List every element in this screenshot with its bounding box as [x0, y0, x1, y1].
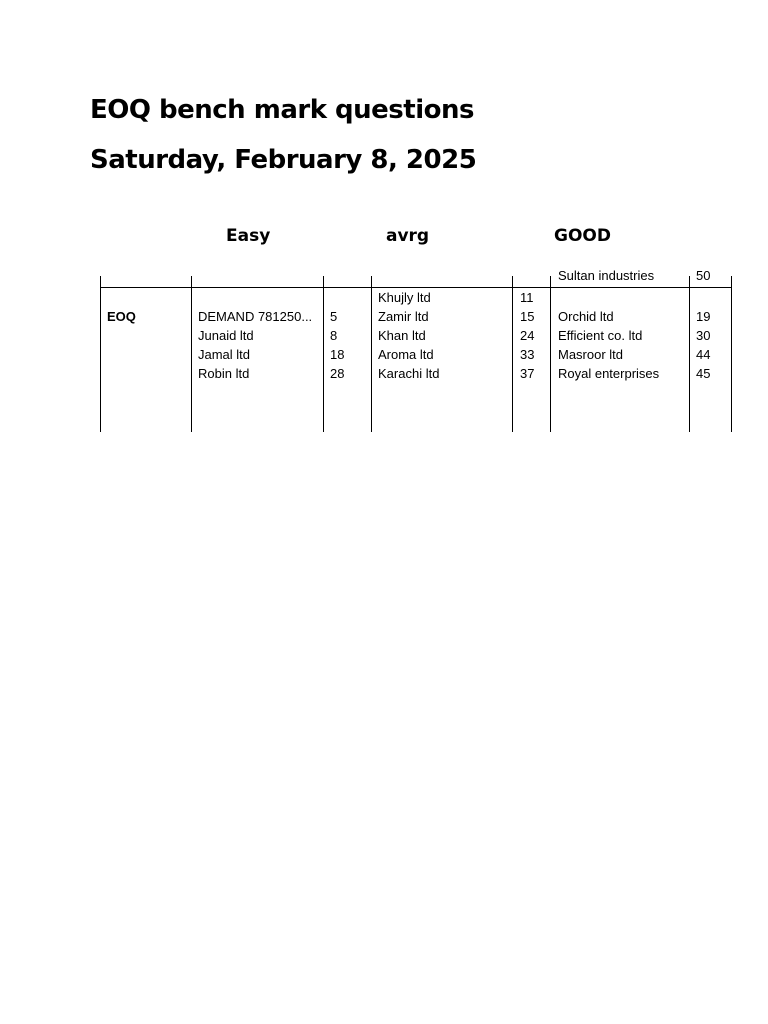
good-item-name: Royal enterprises [558, 366, 660, 381]
grid-line [371, 276, 372, 432]
column-heading-easy: Easy [226, 226, 271, 246]
good-item-name: Masroor ltd [558, 347, 624, 362]
grid-line [191, 276, 192, 432]
cut-off-cell: 50 [696, 268, 711, 283]
good-item-number: 19 [696, 309, 711, 324]
good-item-name: Orchid ltd [558, 309, 614, 324]
easy-item-name: Junaid ltd [198, 328, 254, 343]
good-item-number: 30 [696, 328, 711, 343]
grid-line [323, 276, 324, 432]
grid-line [689, 276, 690, 432]
avrg-item-name: Aroma ltd [378, 347, 434, 362]
good-item-number: 44 [696, 347, 711, 362]
easy-item-number: 5 [330, 309, 338, 324]
avrg-item-name: Zamir ltd [378, 309, 429, 324]
avrg-item-number: 15 [520, 309, 535, 324]
easy-item-number: 28 [330, 366, 345, 381]
easy-item-number: 18 [330, 347, 345, 362]
avrg-item-number: 33 [520, 347, 535, 362]
row-label: EOQ [107, 309, 136, 324]
column-heading-avrg: avrg [386, 226, 430, 246]
grid-line [512, 276, 513, 432]
easy-item-number: 8 [330, 328, 338, 343]
avrg-item-number: 24 [520, 328, 535, 343]
good-item-name: Efficient co. ltd [558, 328, 643, 343]
easy-item-name: DEMAND 781250... [198, 309, 313, 324]
easy-item-name: Jamal ltd [198, 347, 251, 362]
avrg-item-name: Karachi ltd [378, 366, 440, 381]
column-heading-good: GOOD [554, 226, 611, 246]
grid-line [731, 276, 732, 432]
grid-line [550, 276, 551, 432]
avrg-item-name: Khan ltd [378, 328, 426, 343]
avrg-item-name: Khujly ltd [378, 290, 431, 305]
document-title: EOQ bench mark questions [90, 95, 474, 125]
good-item-number: 45 [696, 366, 711, 381]
spreadsheet-snippet [100, 268, 732, 432]
grid-line [100, 276, 101, 432]
document-date: Saturday, February 8, 2025 [90, 145, 477, 175]
easy-item-name: Robin ltd [198, 366, 250, 381]
cut-off-cell: Sultan industries [558, 268, 655, 283]
avrg-item-number: 37 [520, 366, 535, 381]
avrg-item-number: 11 [520, 290, 534, 305]
